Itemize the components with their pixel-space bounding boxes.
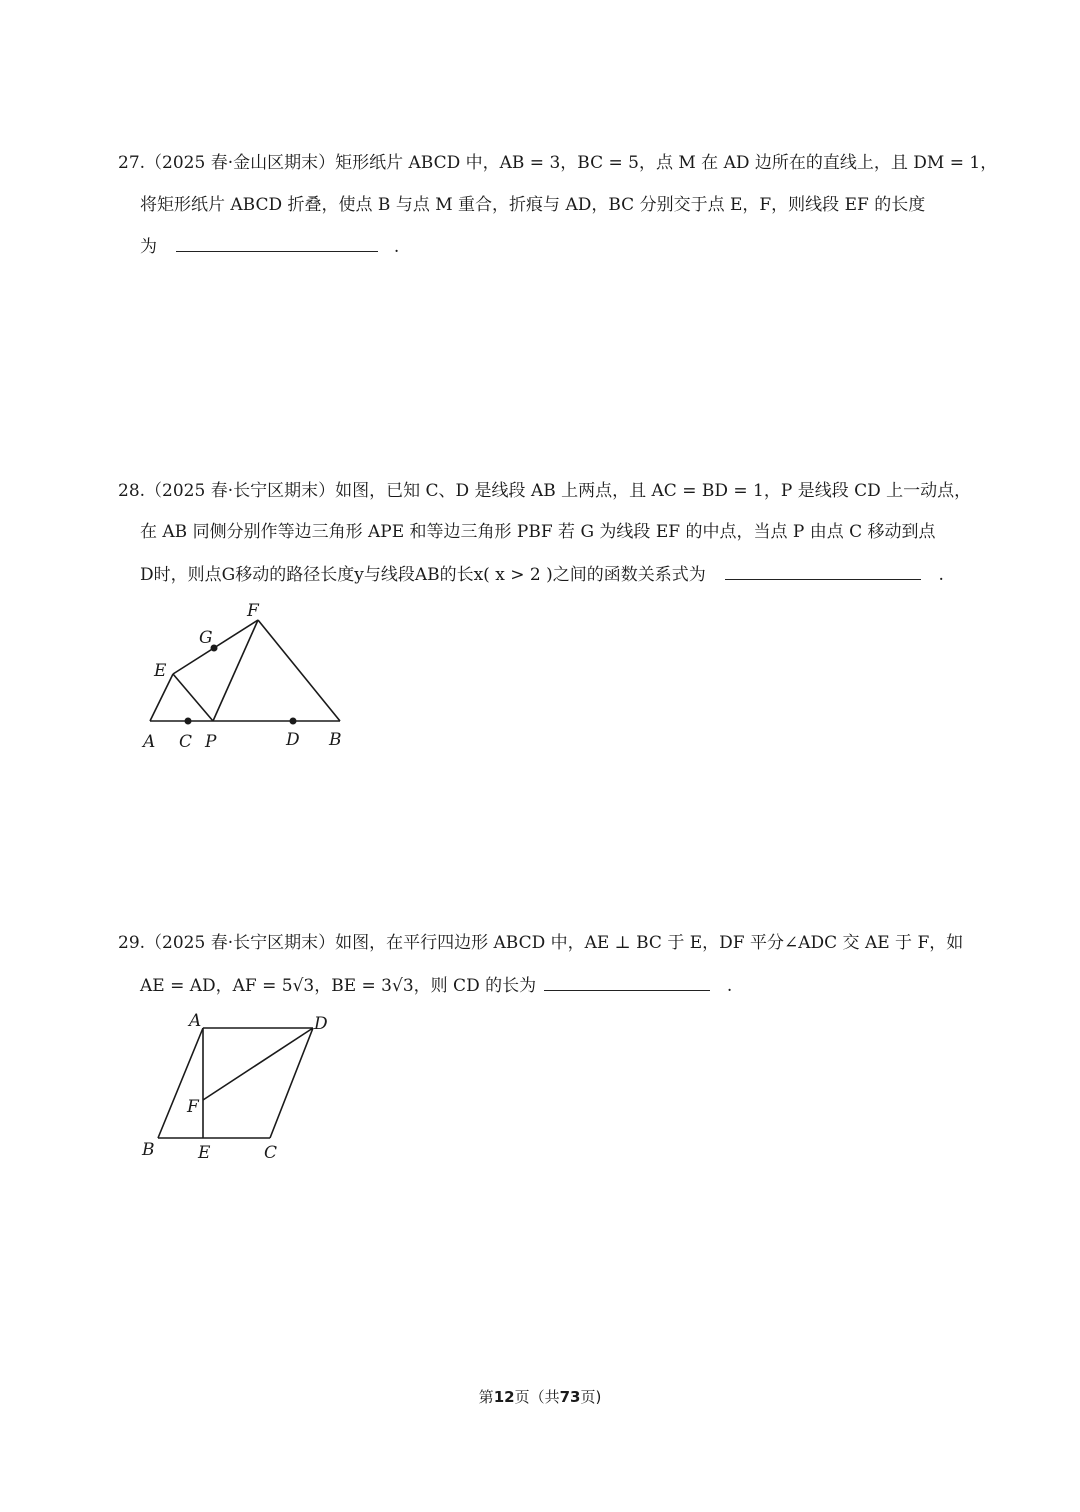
q27-line-2: 将矩形纸片 ABCD 折叠，使点 B 与点 M 重合，折痕与 AD，BC 分别交于点 E，F，则线段 EF 的长度 <box>140 195 926 215</box>
q28-line-3-suffix: . <box>938 565 944 585</box>
q29-figure <box>130 1005 350 1170</box>
q29-line-2 <box>140 974 732 997</box>
footer-suffix: 页) <box>580 1388 602 1406</box>
footer-page-number: 12 <box>493 1388 515 1406</box>
label-a: A <box>189 1011 202 1031</box>
q28-line-3 <box>140 563 944 586</box>
q27-line-3-suffix: . <box>393 237 400 257</box>
label-d: D <box>314 1014 328 1034</box>
label-g: G <box>199 628 213 648</box>
q29-line-1: 29.（2025 春·长宁区期末）如图，在平行四边形 ABCD 中，AE ⊥ BC 于 E，DF 平分∠ADC 交 AE 于 F，如 <box>118 933 964 953</box>
label-e: E <box>154 661 167 681</box>
point-c-dot <box>185 718 192 725</box>
footer-prefix: 第 <box>478 1388 494 1406</box>
q27-line-1: 27.（2025 春·金山区期末）矩形纸片 ABCD 中，AB = 3，BC = 5，点 M 在 AD 边所在的直线上，且 DM = 1， <box>118 153 998 173</box>
segment-df <box>203 1028 313 1100</box>
q28-line-1: 28.（2025 春·长宁区期末）如图，已知 C、D 是线段 AB 上两点，且 AC = BD = 1，P 是线段 CD 上一动点， <box>118 481 972 501</box>
label-e: E <box>198 1143 211 1163</box>
segment-ae <box>150 674 173 721</box>
q28-answer-blank[interactable] <box>725 563 921 580</box>
label-f: F <box>187 1097 199 1117</box>
footer-middle: 页（共 <box>514 1388 560 1406</box>
q27-line-3-prefix: 为 <box>140 237 157 257</box>
q27-line-3 <box>140 235 399 258</box>
label-c: C <box>179 732 193 752</box>
q27-answer-blank[interactable] <box>176 235 378 252</box>
page-footer <box>0 1386 1080 1407</box>
q29-line-2-suffix: . <box>726 976 733 996</box>
label-p: P <box>205 732 217 752</box>
label-a: A <box>143 732 156 752</box>
segment-fb <box>258 620 340 721</box>
q28-line-2: 在 AB 同侧分别作等边三角形 APE 和等边三角形 PBF 若 G 为线段 EF 的中点，当点 P 由点 C 移动到点 <box>140 522 936 542</box>
segment-ba <box>158 1028 203 1138</box>
q29-line-2-prefix: AE = AD，AF = 5√3，BE = 3√3，则 CD 的长为 <box>140 976 537 996</box>
label-f: F <box>247 601 259 621</box>
q28-figure <box>130 598 370 758</box>
label-b: B <box>329 730 342 750</box>
label-b: B <box>142 1140 155 1160</box>
segment-dc <box>270 1028 313 1138</box>
q28-line-3-prefix: D时，则点G移动的路径长度y与线段AB的长x( x > 2 )之间的函数关系式为 <box>140 565 706 585</box>
segment-ep <box>173 674 213 721</box>
footer-total-pages: 73 <box>559 1388 581 1406</box>
label-d: D <box>286 730 300 750</box>
q29-answer-blank[interactable] <box>544 974 710 991</box>
point-d-dot <box>290 718 297 725</box>
label-c: C <box>264 1143 278 1163</box>
